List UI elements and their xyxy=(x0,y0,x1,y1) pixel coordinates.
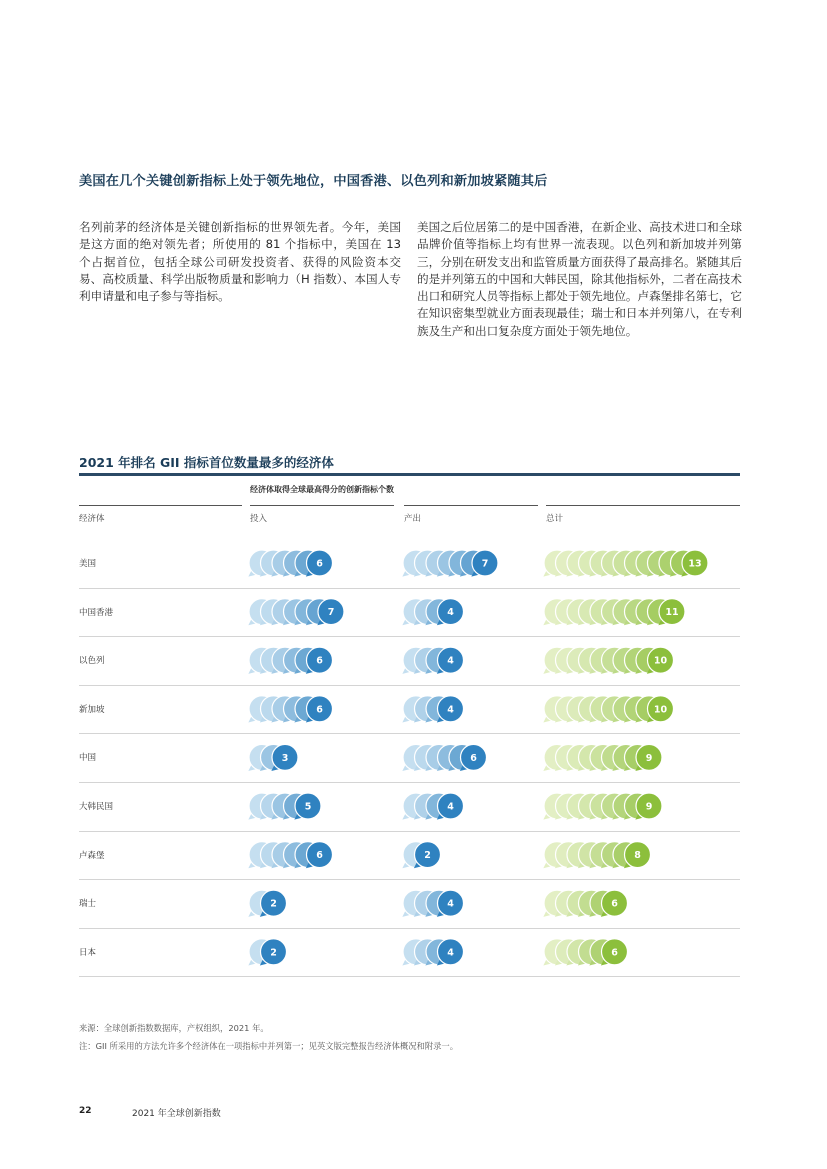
row-label: 以色列 xyxy=(79,656,105,667)
output-value-label: 4 xyxy=(447,801,454,813)
column-header-input: 投入 xyxy=(250,514,268,524)
output-value-label: 6 xyxy=(470,752,477,764)
total-value-label: 6 xyxy=(611,947,618,959)
input-value-label: 6 xyxy=(316,704,323,716)
row-label: 日本 xyxy=(79,947,97,958)
total-value-label: 10 xyxy=(653,655,668,667)
row-label: 瑞士 xyxy=(79,899,97,910)
column-header-total: 总计 xyxy=(546,514,564,524)
paragraph-left: 名列前茅的经济体是关键创新指标的世界领先者。今年，美国是这方面的绝对领先者；所使用的 81 个指标中，美国在 13 个占据首位，包括全球公司研发投资者、获得的风险资本交易、高校质量、科学出版物质量和影响力（H 指数）、本国人专利申请量和电子参与等指标。 xyxy=(79,220,401,304)
output-value-label: 4 xyxy=(447,655,454,667)
input-value-label: 5 xyxy=(304,801,312,813)
total-value-label: 9 xyxy=(645,752,653,764)
page-number: 22 xyxy=(79,1106,92,1116)
input-value-label: 6 xyxy=(316,655,323,667)
section-heading: 美国在几个关键创新指标上处于领先地位，中国香港、以色列和新加坡紧随其后 xyxy=(79,174,548,189)
column-header-output: 产出 xyxy=(404,514,422,524)
output-value-label: 4 xyxy=(447,947,454,959)
input-value-label: 6 xyxy=(316,850,323,862)
source-note: 来源：全球创新指数数据库，产权组织，2021 年。 xyxy=(79,1023,269,1033)
output-value-label: 4 xyxy=(447,607,454,619)
row-label: 大韩民国 xyxy=(79,802,114,812)
total-value-label: 13 xyxy=(688,558,702,570)
row-label: 中国香港 xyxy=(79,607,114,618)
total-value-label: 6 xyxy=(611,898,618,910)
output-value-label: 4 xyxy=(447,898,454,910)
column-header-economy: 经济体 xyxy=(79,514,105,524)
input-value-label: 3 xyxy=(281,752,289,764)
total-value-label: 10 xyxy=(653,704,668,716)
total-value-label: 9 xyxy=(645,801,653,813)
output-value-label: 4 xyxy=(447,704,454,716)
row-label: 新加坡 xyxy=(79,704,105,715)
total-value-label: 8 xyxy=(634,850,641,862)
row-label: 美国 xyxy=(79,559,97,569)
input-value-label: 2 xyxy=(270,947,277,959)
chart-title: 2021 年排名 GII 指标首位数量最多的经济体 xyxy=(79,455,334,470)
input-value-label: 2 xyxy=(270,898,277,910)
row-label: 中国 xyxy=(79,753,97,764)
input-value-label: 6 xyxy=(316,558,323,570)
total-value-label: 11 xyxy=(665,607,679,619)
footer-title: 2021 年全球创新指数 xyxy=(132,1109,221,1119)
chart-subtitle: 经济体取得全球最高得分的创新指标个数 xyxy=(250,485,394,494)
output-value-label: 2 xyxy=(424,850,431,862)
row-label: 卢森堡 xyxy=(79,850,105,861)
paragraph-right: 美国之后位居第二的是中国香港，在新企业、高技术进口和全球品牌价值等指标上均有世界一流表现。以色列和新加坡并列第三，分别在研发支出和监管质量方面获得了最高排名。紧随其后的是并列第五的中国和大韩民国，除其他指标外，二者在高技术出口和研究人员等指标上都处于领先地位。卢森堡排名第七，它在知识密集型就业方面表现最佳；瑞士和日本并列第八，在专利族及生产和出口复杂度方面处于领先地位。 xyxy=(417,220,742,338)
input-value-label: 7 xyxy=(327,607,335,619)
output-value-label: 7 xyxy=(481,558,489,570)
footnote: 注：GII 所采用的方法允许多个经济体在一项指标中并列第一；见英文版完整报告经济体概况和附录一。 xyxy=(79,1041,459,1051)
